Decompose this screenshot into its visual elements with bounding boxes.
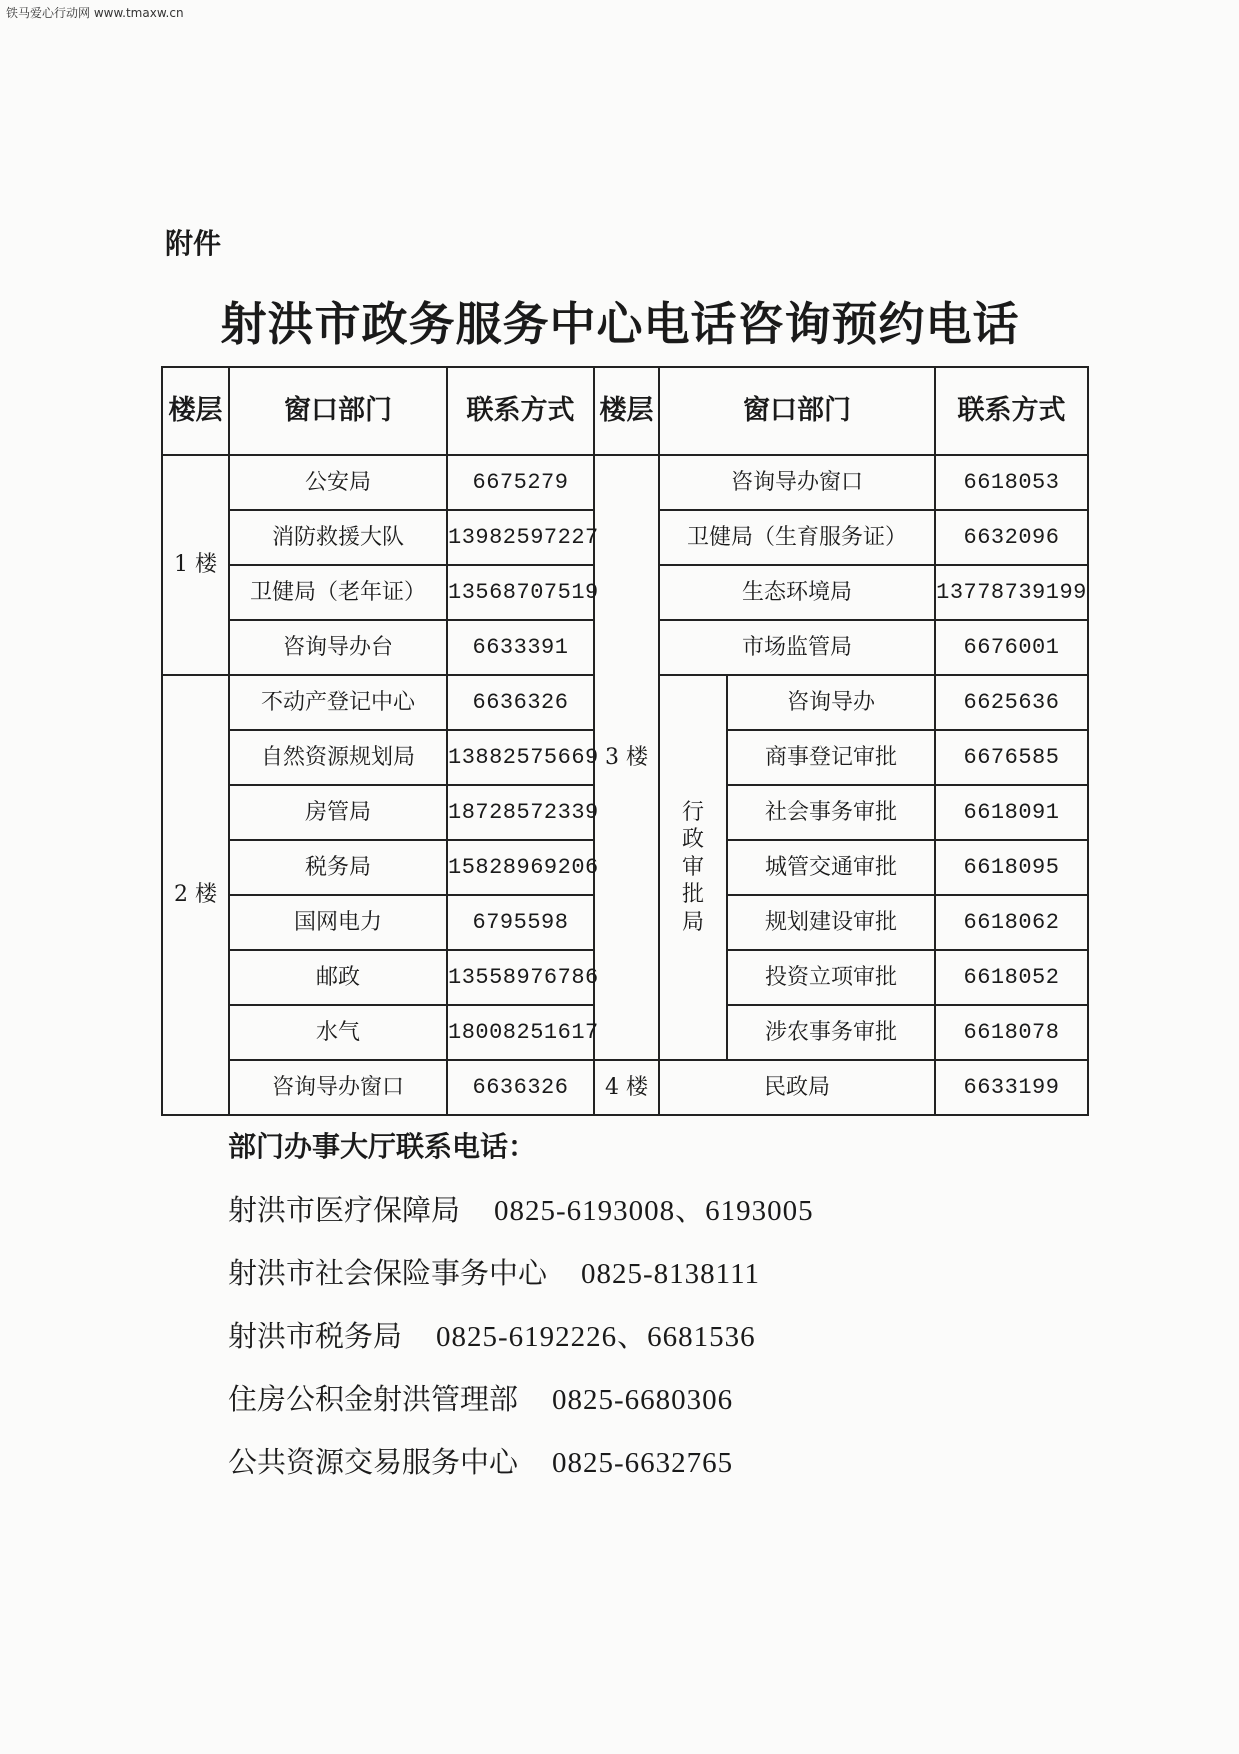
- dept-cell: 卫健局（老年证）: [229, 565, 447, 620]
- dept-cell: 不动产登记中心: [229, 675, 447, 730]
- phone-cell: 6618053: [935, 455, 1088, 510]
- contact-name: 公共资源交易服务中心: [228, 1445, 519, 1479]
- dept-cell: 民政局: [659, 1060, 935, 1115]
- dept-cell: 咨询导办窗口: [229, 1060, 447, 1115]
- phone-cell: 6676001: [935, 620, 1088, 675]
- contact-line: [228, 1242, 814, 1305]
- dept-cell: 税务局: [229, 840, 447, 895]
- contact-line: [228, 1305, 814, 1368]
- table-row: [162, 455, 1088, 510]
- floor-cell: 1 楼: [162, 455, 229, 675]
- phone-cell: 18728572339: [447, 785, 594, 840]
- floor-cell: 2 楼: [162, 675, 229, 1115]
- dept-cell: 城管交通审批: [727, 840, 935, 895]
- phone-cell: 6618052: [935, 950, 1088, 1005]
- header-contact-right: 联系方式: [935, 367, 1088, 455]
- contact-line: [228, 1179, 814, 1242]
- phone-cell: 6632096: [935, 510, 1088, 565]
- attachment-label: 附件: [165, 227, 222, 260]
- phone-cell: 13558976786: [447, 950, 594, 1005]
- floor-cell: 3 楼: [594, 455, 659, 1060]
- hall-contacts: [228, 1125, 814, 1494]
- header-floor-right: 楼层: [594, 367, 659, 455]
- contact-name: 住房公积金射洪管理部: [228, 1382, 519, 1416]
- dept-cell: 生态环境局: [659, 565, 935, 620]
- phone-table: [161, 366, 1089, 1116]
- contact-line: [228, 1431, 814, 1494]
- dept-cell: 卫健局（生育服务证）: [659, 510, 935, 565]
- header-contact: 联系方式: [447, 367, 594, 455]
- phone-cell: 6636326: [447, 1060, 594, 1115]
- admin-group-label: 行政审批局: [681, 799, 704, 935]
- contact-phone: 0825-6192226、6681536: [436, 1321, 756, 1353]
- dept-cell: 房管局: [229, 785, 447, 840]
- admin-group-cell: [659, 675, 727, 1060]
- contact-phone: 0825-6680306: [552, 1384, 734, 1416]
- dept-cell: 咨询导办: [727, 675, 935, 730]
- dept-cell: 投资立项审批: [727, 950, 935, 1005]
- phone-cell: 15828969206: [447, 840, 594, 895]
- dept-cell: 社会事务审批: [727, 785, 935, 840]
- contact-phone: 0825-8138111: [581, 1258, 761, 1290]
- dept-cell: 咨询导办窗口: [659, 455, 935, 510]
- dept-cell: 规划建设审批: [727, 895, 935, 950]
- phone-cell: 13778739199: [935, 565, 1088, 620]
- header-floor: 楼层: [162, 367, 229, 455]
- phone-cell: 6618078: [935, 1005, 1088, 1060]
- contacts-heading: 部门办事大厅联系电话：: [228, 1130, 537, 1163]
- watermark: 铁马爱心行动网 www.tmaxw.cn: [6, 6, 184, 20]
- dept-cell: 自然资源规划局: [229, 730, 447, 785]
- phone-cell: 13982597227: [447, 510, 594, 565]
- table-row: [162, 1060, 1088, 1115]
- dept-cell: 水气: [229, 1005, 447, 1060]
- dept-cell: 市场监管局: [659, 620, 935, 675]
- header-dept-right: 窗口部门: [659, 367, 935, 455]
- phone-cell: 6633199: [935, 1060, 1088, 1115]
- phone-cell: 6618095: [935, 840, 1088, 895]
- header-dept: 窗口部门: [229, 367, 447, 455]
- dept-cell: 邮政: [229, 950, 447, 1005]
- phone-cell: 6618091: [935, 785, 1088, 840]
- contact-name: 射洪市社会保险事务中心: [228, 1256, 548, 1290]
- dept-cell: 涉农事务审批: [727, 1005, 935, 1060]
- contact-name: 射洪市税务局: [228, 1319, 403, 1353]
- floor-cell: 4 楼: [594, 1060, 659, 1115]
- phone-cell: 18008251617: [447, 1005, 594, 1060]
- phone-cell: 6625636: [935, 675, 1088, 730]
- contact-phone: 0825-6632765: [552, 1447, 734, 1479]
- dept-cell: 国网电力: [229, 895, 447, 950]
- dept-cell: 公安局: [229, 455, 447, 510]
- phone-cell: 13568707519: [447, 565, 594, 620]
- contact-name: 射洪市医疗保障局: [228, 1193, 461, 1227]
- table-header-row: [162, 367, 1088, 455]
- dept-cell: 消防救援大队: [229, 510, 447, 565]
- contact-line: [228, 1368, 814, 1431]
- phone-cell: 6633391: [447, 620, 594, 675]
- phone-cell: 6618062: [935, 895, 1088, 950]
- phone-cell: 6795598: [447, 895, 594, 950]
- phone-cell: 13882575669: [447, 730, 594, 785]
- phone-cell: 6675279: [447, 455, 594, 510]
- dept-cell: 商事登记审批: [727, 730, 935, 785]
- phone-cell: 6676585: [935, 730, 1088, 785]
- page-title: 射洪市政务服务中心电话咨询预约电话: [220, 297, 1020, 351]
- contact-phone: 0825-6193008、6193005: [494, 1195, 814, 1227]
- phone-cell: 6636326: [447, 675, 594, 730]
- dept-cell: 咨询导办台: [229, 620, 447, 675]
